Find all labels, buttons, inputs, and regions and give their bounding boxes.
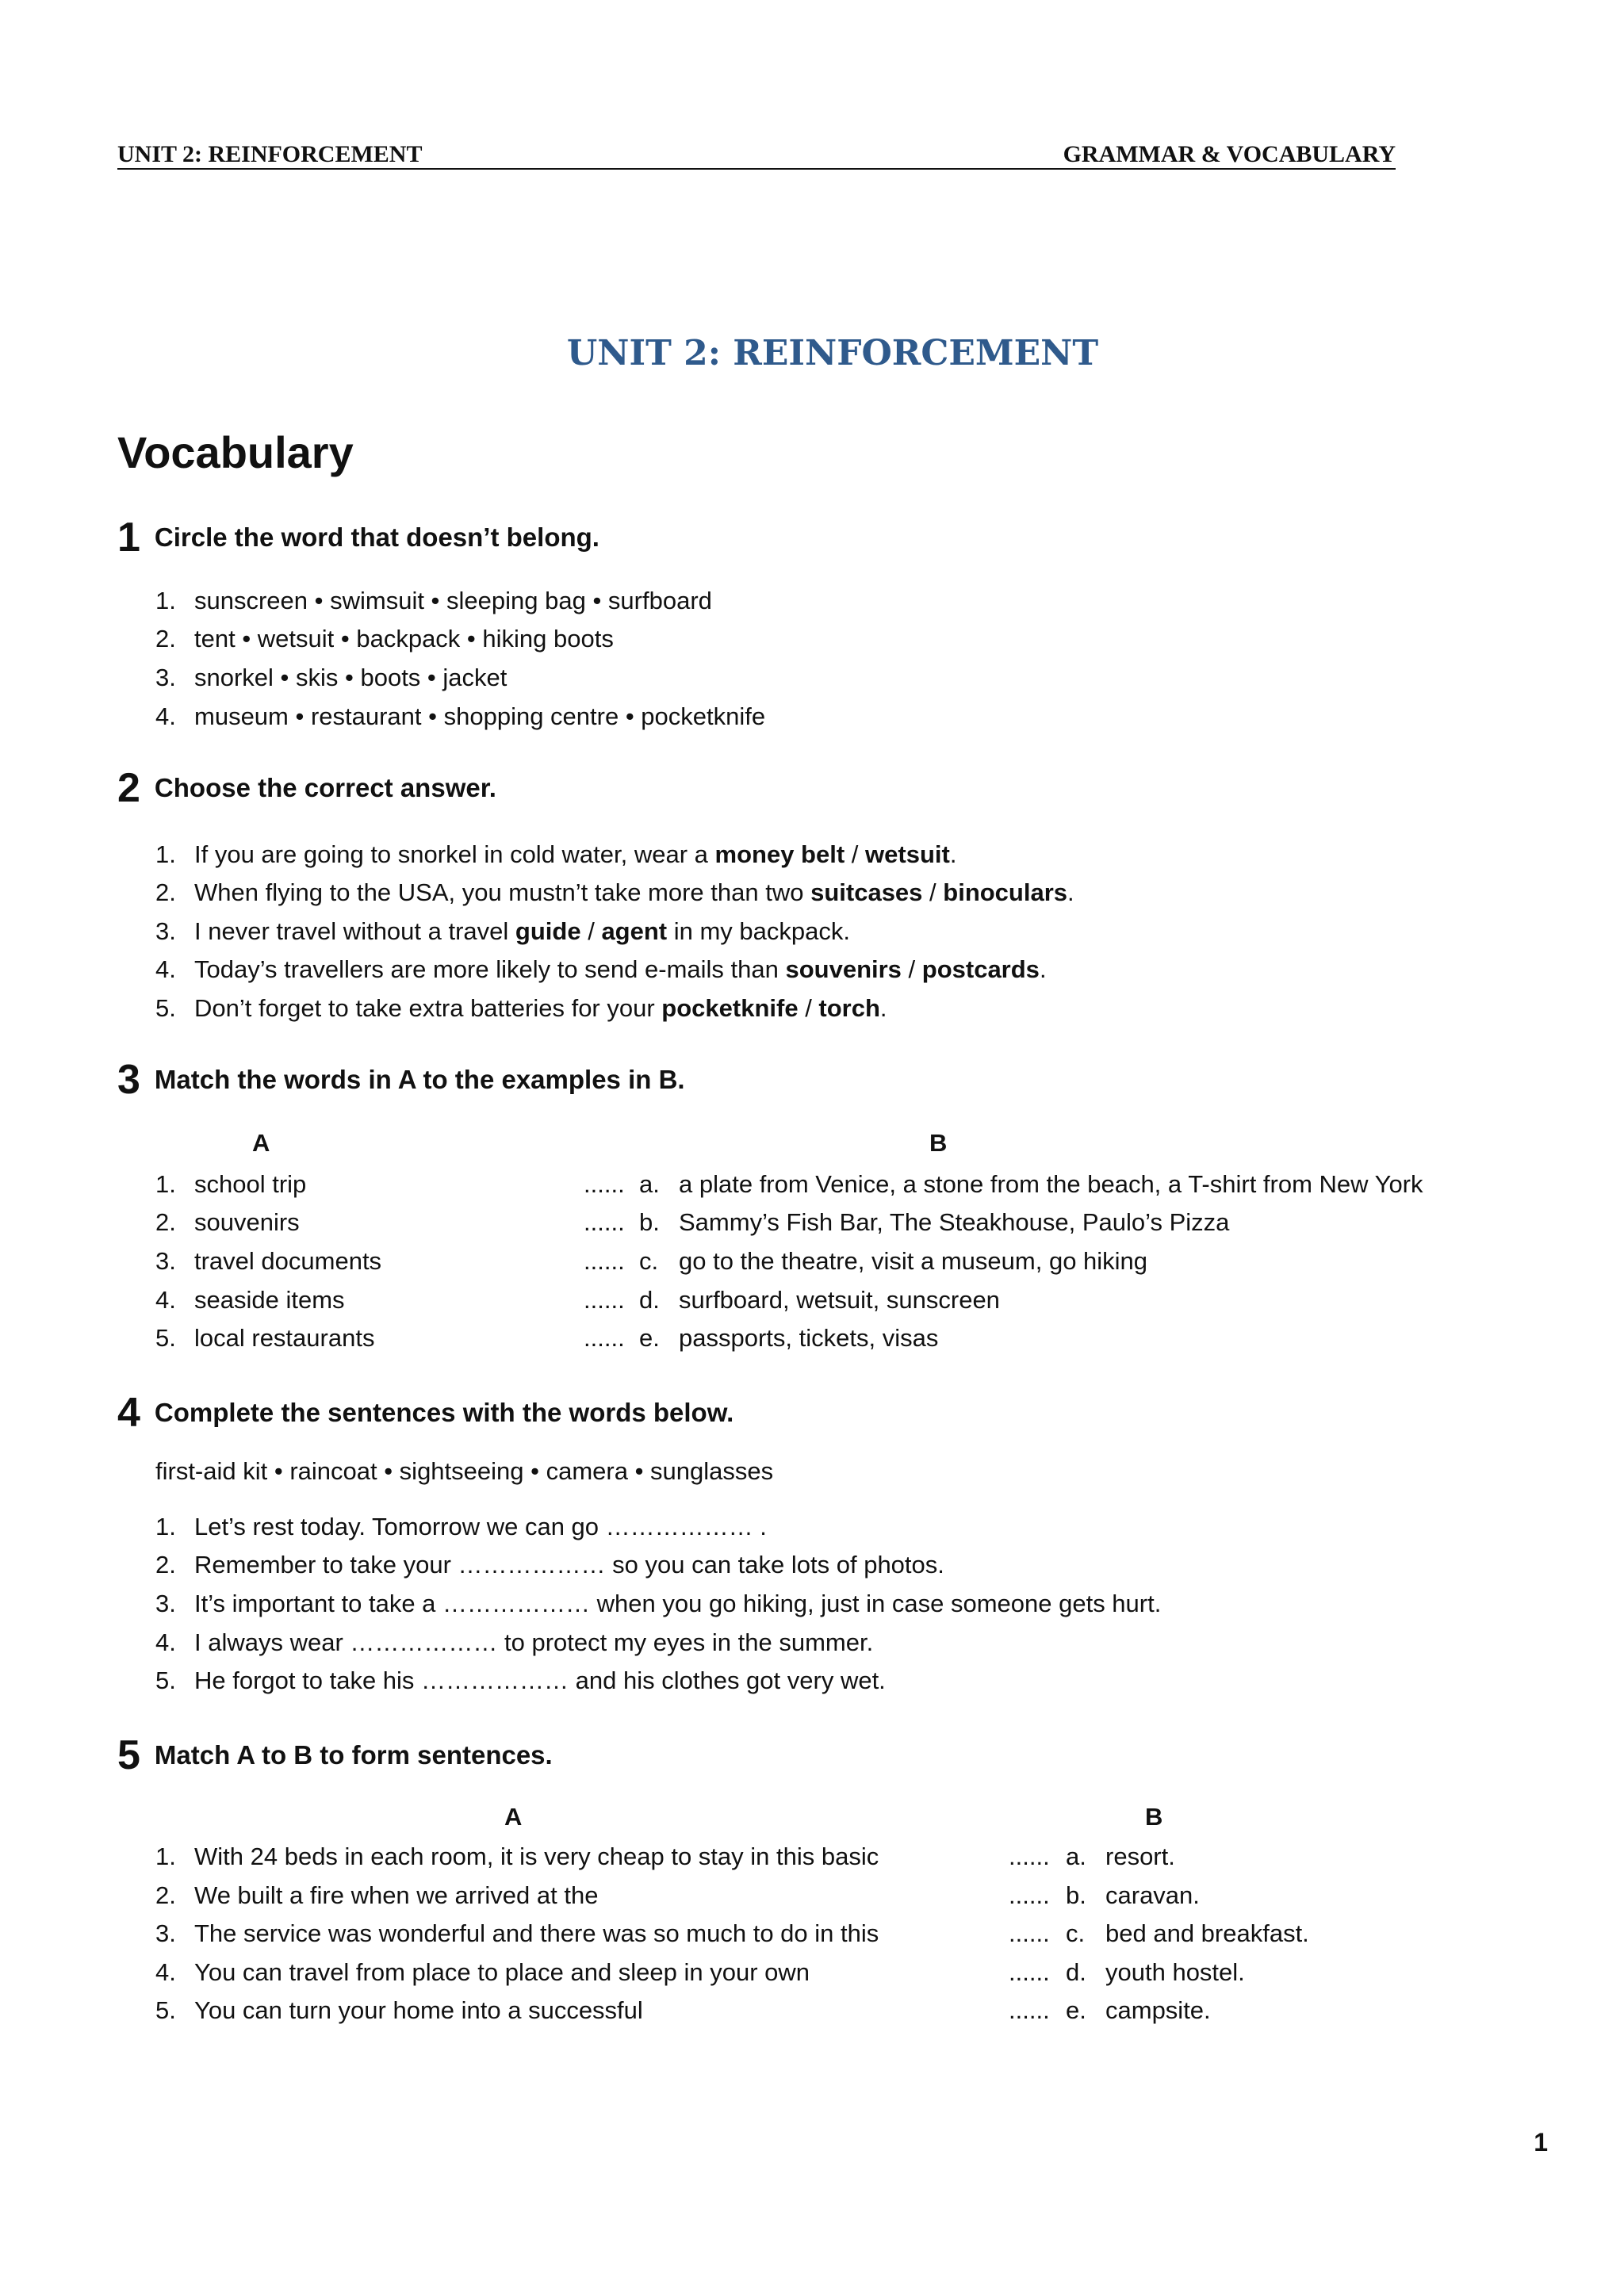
column-b-item: surfboard, wetsuit, sunscreen [679, 1286, 1000, 1314]
exercise-instruction: Circle the word that doesn’t belong. [154, 522, 599, 552]
item-number: 4. [155, 1958, 176, 1986]
column-a-item: You can travel from place to place and sleep in your own [194, 1958, 810, 1986]
answer-blank: ...... [584, 1286, 625, 1314]
exercise-number: 4 [117, 1390, 140, 1436]
answer-blank: ...... [584, 1324, 625, 1352]
column-b-item: go to the theatre, visit a museum, go hiking [679, 1247, 1148, 1275]
item-number: 3. [155, 917, 176, 945]
header-left: UNIT 2: REINFORCEMENT [117, 141, 423, 167]
answer-option-2: agent [601, 917, 668, 945]
item-number: 3. [155, 1247, 176, 1275]
answer-blank: ...... [1009, 1919, 1050, 1947]
sentence-start: I never travel without a travel [194, 917, 515, 945]
item-number: 2. [155, 1881, 176, 1909]
answer-blank: ...... [1009, 1881, 1050, 1909]
list-item [194, 916, 850, 947]
list-item: tent • wetsuit • backpack • hiking boots [194, 625, 614, 652]
exercise-number: 3 [117, 1057, 140, 1103]
sentence-end: in my backpack. [667, 917, 850, 945]
column-a-item: souvenirs [194, 1208, 300, 1236]
option-letter: e. [1066, 1996, 1086, 2024]
column-b-item: caravan. [1105, 1881, 1200, 1909]
running-header [117, 141, 1396, 170]
exercise-instruction: Complete the sentences with the words below. [154, 1398, 734, 1427]
item-number: 4. [155, 702, 176, 730]
item-number: 5. [155, 1324, 176, 1352]
option-letter: c. [1066, 1919, 1086, 1947]
column-b-item: youth hostel. [1105, 1958, 1245, 1986]
option-letter: c. [639, 1247, 659, 1275]
option-separator: / [798, 994, 819, 1022]
list-item: museum • restaurant • shopping centre • pocketknife [194, 702, 766, 730]
exercise-number: 1 [117, 515, 140, 561]
item-number: 2. [155, 1551, 176, 1578]
exercise-number: 2 [117, 765, 140, 811]
answer-blank: ...... [584, 1247, 625, 1275]
exercise-number: 5 [117, 1732, 140, 1778]
column-a-heading: A [252, 1129, 270, 1157]
item-number: 5. [155, 994, 176, 1022]
answer-option-1: guide [515, 917, 581, 945]
item-number: 1. [155, 1843, 176, 1870]
list-item [194, 993, 887, 1024]
answer-option-2: binoculars [943, 878, 1068, 906]
column-a-heading: A [504, 1803, 523, 1831]
column-a-item: You can turn your home into a successful [194, 1996, 643, 2024]
column-b-item: bed and breakfast. [1105, 1919, 1309, 1947]
item-number: 1. [155, 840, 176, 868]
column-a-item: local restaurants [194, 1324, 375, 1352]
sentence-end: . [1039, 955, 1047, 983]
column-b-item: a plate from Venice, a stone from the beach, a T-shirt from New York [679, 1170, 1423, 1198]
option-separator: / [922, 878, 944, 906]
option-letter: b. [639, 1208, 660, 1236]
answer-blank: ...... [584, 1208, 625, 1236]
item-number: 2. [155, 625, 176, 652]
answer-option-2: torch [818, 994, 880, 1022]
column-a-item: school trip [194, 1170, 307, 1198]
column-b-heading: B [929, 1129, 948, 1157]
sentence-start: Today’s travellers are more likely to send e-mails than [194, 955, 786, 983]
section-heading: Vocabulary [117, 427, 354, 477]
header-right: GRAMMAR & VOCABULARY [1063, 141, 1396, 167]
option-letter: a. [639, 1170, 660, 1198]
sentence-start: When flying to the USA, you mustn’t take more than two [194, 878, 811, 906]
list-item [194, 839, 956, 871]
item-number: 4. [155, 1628, 176, 1656]
option-separator: / [901, 955, 922, 983]
word-bank: first-aid kit • raincoat • sightseeing • camera • sunglasses [155, 1457, 774, 1485]
column-a-item: seaside items [194, 1286, 345, 1314]
answer-blank: ...... [1009, 1843, 1050, 1870]
exercise-3-heading [117, 1056, 685, 1104]
exercise-instruction: Match A to B to form sentences. [154, 1740, 553, 1770]
column-b-item: Sammy’s Fish Bar, The Steakhouse, Paulo’s Pizza [679, 1208, 1230, 1236]
answer-option-1: pocketknife [661, 994, 799, 1022]
item-number: 3. [155, 664, 176, 691]
item-number: 1. [155, 587, 176, 614]
option-letter: a. [1066, 1843, 1086, 1870]
answer-option-2: wetsuit [865, 840, 950, 868]
column-b-item: campsite. [1105, 1996, 1211, 2024]
option-letter: e. [639, 1324, 660, 1352]
list-item: snorkel • skis • boots • jacket [194, 664, 508, 691]
list-item [194, 954, 1047, 985]
list-item: I always wear ……………… to protect my eyes in the summer. [194, 1628, 874, 1656]
sentence-end: . [879, 994, 887, 1022]
option-separator: / [845, 840, 866, 868]
exercise-5-heading [117, 1732, 553, 1779]
column-b-item: passports, tickets, visas [679, 1324, 939, 1352]
column-b-item: resort. [1105, 1843, 1175, 1870]
item-number: 1. [155, 1170, 176, 1198]
answer-option-1: money belt [714, 840, 845, 868]
list-item: He forgot to take his ……………… and his clothes got very wet. [194, 1667, 886, 1694]
exercise-instruction: Match the words in A to the examples in B. [154, 1065, 685, 1094]
item-number: 4. [155, 955, 176, 983]
option-letter: d. [1066, 1958, 1086, 1986]
item-number: 3. [155, 1919, 176, 1947]
exercise-instruction: Choose the correct answer. [154, 773, 496, 802]
exercise-1-heading [117, 514, 599, 561]
option-letter: d. [639, 1286, 660, 1314]
item-number: 1. [155, 1513, 176, 1540]
answer-blank: ...... [1009, 1958, 1050, 1986]
item-number: 5. [155, 1667, 176, 1694]
sentence-start: Don’t forget to take extra batteries for your [194, 994, 662, 1022]
sentence-start: If you are going to snorkel in cold water, wear a [194, 840, 715, 868]
item-number: 2. [155, 878, 176, 906]
exercise-4-heading [117, 1389, 733, 1437]
column-a-item: We built a fire when we arrived at the [194, 1881, 599, 1909]
list-item [194, 877, 1074, 909]
list-item: It’s important to take a ……………… when you go hiking, just in case someone gets hurt. [194, 1590, 1162, 1617]
answer-option-1: souvenirs [785, 955, 902, 983]
answer-option-1: suitcases [810, 878, 923, 906]
answer-blank: ...... [584, 1170, 625, 1198]
option-separator: / [580, 917, 602, 945]
list-item: Let’s rest today. Tomorrow we can go ……………… . [194, 1513, 767, 1540]
sentence-end: . [1067, 878, 1074, 906]
item-number: 2. [155, 1208, 176, 1236]
answer-option-2: postcards [921, 955, 1040, 983]
item-number: 5. [155, 1996, 176, 2024]
list-item: Remember to take your ……………… so you can take lots of photos. [194, 1551, 944, 1578]
exercise-2-heading [117, 764, 496, 812]
column-a-item: The service was wonderful and there was so much to do in this [194, 1919, 879, 1947]
item-number: 3. [155, 1590, 176, 1617]
page-number: 1 [1534, 2128, 1548, 2156]
column-a-item: travel documents [194, 1247, 382, 1275]
item-number: 4. [155, 1286, 176, 1314]
column-a-item: With 24 beds in each room, it is very cheap to stay in this basic [194, 1843, 879, 1870]
sentence-end: . [949, 840, 957, 868]
page-title: UNIT 2: REINFORCEMENT [566, 333, 1099, 373]
option-letter: b. [1066, 1881, 1086, 1909]
list-item: sunscreen • swimsuit • sleeping bag • surfboard [194, 587, 712, 614]
answer-blank: ...... [1009, 1996, 1050, 2024]
column-b-heading: B [1145, 1803, 1163, 1831]
